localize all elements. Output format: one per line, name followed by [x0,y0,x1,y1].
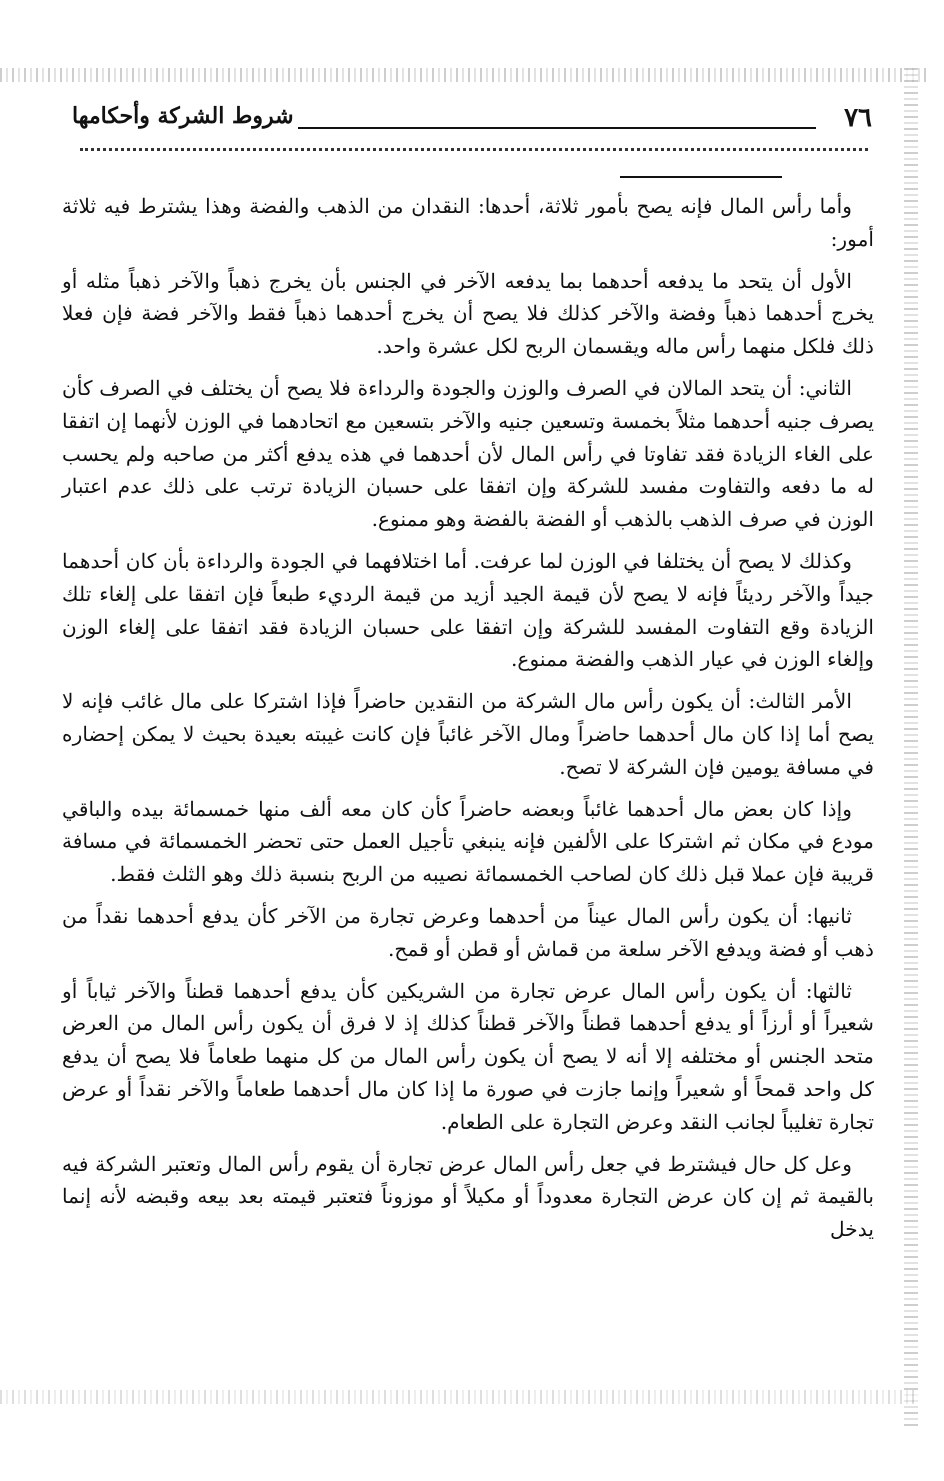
paragraph: وأما رأس المال فإنه يصح بأمور ثلاثة، أحدها: النقدان من الذهب والفضة وهذا يشترط فيه ثلاثة أمور: [62,194,874,251]
paragraph: ثانيها: أن يكون رأس المال عيناً من أحدهما وعرض تجارة من الآخر كأن يدفع أحدهما نقداً من ذهب أو فضة ويدفع الآخر سلعة من قماش أو قطن أو قمح. [62,903,874,961]
ornamental-border-top [0,68,930,82]
running-title: شروط الشركة وأحكامها [72,103,294,129]
paragraph: الثاني: أن يتحد المالان في الصرف والوزن والجودة والرداءة فلا يصح أن يختلف في الصرف كأن يصرف جنيه أحدهما مثلاً بخمسة وتسعين جنيه والآخر بتسعين مع اتحادهما في الوزن لأنهما إن اتفقا على الغاء الزيادة فقد تفاوتا في رأس المال لأن أحدهما في هذه يدفع أكثر من صاحبه ولم يحسب له ما دفعه والتفاوت مفسد للشركة وإن اتفقا على حسبان الزيادة ترتب على ذلك عدم اعتبار الوزن في صرف الذهب بالذهب أو الفضة بالفضة وهو ممنوع. [62,375,874,532]
header-rule [298,127,816,129]
paragraph: وإذا كان بعض مال أحدهما غائباً وبعضه حاضراً كأن كان معه ألف منها خمسمائة بيده والباقي مودع في مكان ثم اشتركا على الألفين فإنه ينبغي تأجيل العمل حتى تحضر الخمسمائة في مسافة قريبة فإن عملا قبل ذلك كان لصاحب الخمسمائة نصيبه من الربح بنسبة ذلك وهو الثلث فقط. [62,796,874,887]
paragraph: الأمر الثالث: أن يكون رأس مال الشركة من النقدين حاضراً فإذا اشتركا على مال غائب فإنه لا يصح أما إذا كان مال أحدهما حاضراً ومال الآخر غائباً فإن كانت غيبته بعيدة بحيث لا يمكن إحضاره في مسافة يومين فإن الشركة لا تصح. [62,689,874,779]
body-text [62,190,874,1255]
paragraph: وكذلك لا يصح أن يختلفا في الوزن لما عرفت. أما اختلافهما في الجودة والرداءة بأن كان أحدهما جيداً والآخر رديئاً فإنه لا يصح لأن قيمة الجيد أزيد من قيمة الرديء طبعاً فإن اتفقا على إلغاء تلك الزيادة وقع التفاوت المفسد للشركة وإن اتفقا على حسبان الزيادة فقد اتفقا على إلغاء الوزن وإلغاء الوزن في عيار الذهب والفضة ممنوع. [62,548,874,672]
short-rule [620,176,782,178]
ornamental-border-right [904,68,918,1428]
page-header [62,103,878,143]
ornamental-border-bottom [0,1390,918,1404]
page-number: ٧٦ [844,103,872,133]
paragraph: الأول أن يتحد ما يدفعه أحدهما بما يدفعه الآخر في الجنس بأن يخرج ذهباً والآخر ذهباً مثله أو يخرج أحدهما ذهباً وفضة والآخر كذلك فلا يصح أن يخرج أحدهما ذهباً فقط والآخر فضة فإن فعلا ذلك فلكل منهما رأس ماله ويقسمان الربح لكل عشرة واحد. [62,268,874,359]
paragraph: وعل كل حال فيشترط في جعل رأس المال عرض تجارة أن يقوم رأس المال وتعتبر الشركة فيه بالقيمة ثم إن كان عرض التجارة معدوداً أو مكيلاً أو موزوناً فتعتبر قيمته بعد بيعه وقبضه لأنه إنما يدخل [62,1151,874,1242]
paragraph: ثالثها: أن يكون رأس المال عرض تجارة من الشريكين كأن يدفع أحدهما قطناً والآخر ثياباً أو شعيراً أو أرزاً أو يدفع أحدهما قطناً والآخر قطناً كذلك إذ لا فرق أن يكون رأس المال من العرض متحد الجنس أو مختلفه إلا أنه لا يصح أن يكون رأس المال من كل منهما طعاماً فلا يصح أن يدفع كل واحد قمحاً أو شعيراً وإنما جازت في صورة ما إذا كان مال أحدهما طعاماً والآخر نقداً أو عرض تجارة تغليباً لجانب النقد وعرض التجارة على الطعام. [62,978,874,1134]
dotted-divider [80,148,868,151]
